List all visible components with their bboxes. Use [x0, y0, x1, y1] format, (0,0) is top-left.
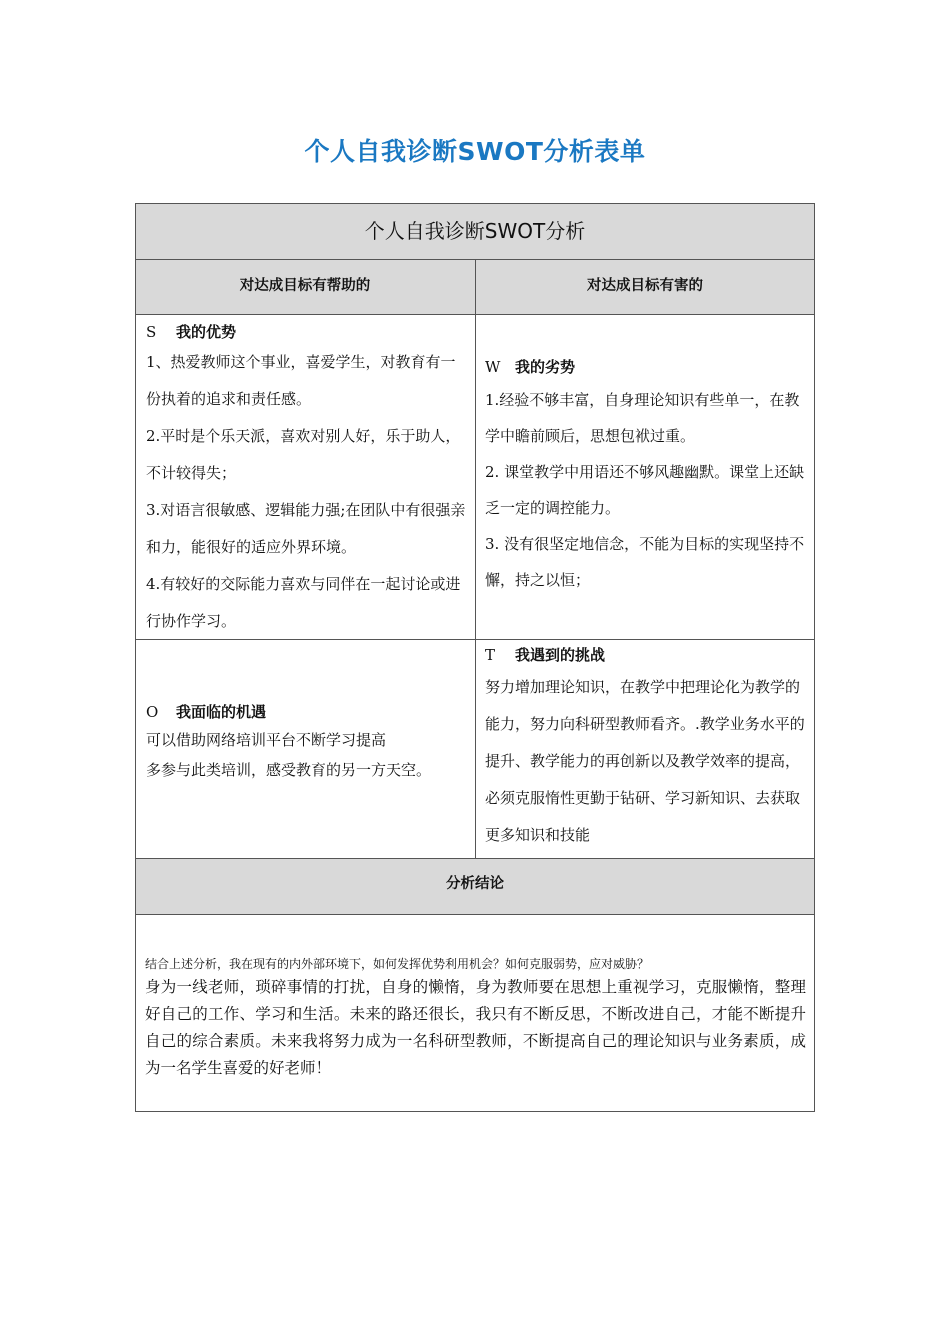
table-divider [135, 914, 815, 915]
table-border [814, 203, 815, 1112]
opportunity-item: 可以借助网络培训平台不断学习提高 [146, 731, 387, 749]
table-header: 个人自我诊断SWOT分析 [135, 203, 815, 259]
strength-item: 2.平时是个乐天派，喜欢对别人好，乐于助人，不计较得失； [146, 427, 461, 482]
weaknesses-heading [485, 352, 806, 382]
weaknesses-cell [475, 314, 815, 639]
threats-letter: T [485, 646, 496, 664]
opportunities-letter: O [146, 703, 159, 721]
weakness-item: 3. 没有很坚定地信念，不能为目标的实现坚持不懈，持之以恒； [485, 535, 805, 589]
strengths-title: 我的优势 [176, 323, 237, 341]
opportunities-title: 我面临的机遇 [176, 703, 267, 721]
strengths-heading [146, 318, 466, 346]
threats-heading [485, 641, 806, 669]
table-border [135, 203, 136, 1112]
table-border [135, 1111, 815, 1112]
opportunity-item: 多参与此类培训，感受教育的另一方天空。 [146, 761, 432, 779]
conclusion-text: 身为一线老师，琐碎事情的打扰，自身的懒惰，身为教师要在思想上重视学习，克服懒惰，整理好自己的工作、学习和生活。未来的路还很长，我只有不断反思，不断改进自己，才能不断提升自己的综合素质。未来我将努力成为一名科研型教师，不断提高自己的理论知识与业务素质，成为一名学生喜爱的好老师！ [145, 978, 806, 1077]
conclusion-prompt: 结合上述分析，我在现有的内外部环境下，如何发挥优势利用机会？如何克服弱势，应对威胁？ [145, 957, 650, 971]
opportunities-cell [135, 639, 475, 858]
weaknesses-letter: W [485, 358, 501, 376]
strength-item: 4.有较好的交际能力喜欢与同伴在一起讨论或进行协作学习。 [146, 575, 461, 630]
strengths-letter: S [146, 323, 157, 341]
column-harmful-header: 对达成目标有害的 [475, 259, 815, 314]
weakness-item: 2. 课堂教学中用语还不够风趣幽默。课堂上还缺乏一定的调控能力。 [485, 463, 805, 517]
strength-item: 1、热爱教师这个事业，喜爱学生，对教育有一份执着的追求和责任感。 [146, 353, 456, 408]
threats-title: 我遇到的挑战 [515, 646, 606, 664]
opportunities-heading [146, 699, 466, 725]
threats-cell [475, 639, 815, 858]
table-border [135, 203, 815, 204]
conclusion-heading: 分析结论 [135, 858, 815, 914]
weaknesses-title: 我的劣势 [515, 358, 576, 376]
document-title: 个人自我诊断SWOT分析表单 [304, 137, 646, 166]
table-divider [475, 259, 476, 859]
threats-text: 努力增加理论知识，在教学中把理论化为教学的能力，努力向科研型教师看齐。.教学业务水平的提升、教学能力的再创新以及教学效率的提高，必须克服惰性更勤于钻研、学习新知识、去获取更多知识和技能 [485, 678, 805, 844]
weakness-item: 1.经验不够丰富，自身理论知识有些单一，在教学中瞻前顾后，思想包袱过重。 [485, 391, 800, 445]
conclusion-cell [135, 914, 815, 1112]
column-helpful-header: 对达成目标有帮助的 [135, 259, 475, 314]
strengths-cell [135, 314, 475, 639]
strength-item: 3.对语言很敏感、逻辑能力强;在团队中有很强亲和力，能很好的适应外界环境。 [146, 501, 466, 556]
